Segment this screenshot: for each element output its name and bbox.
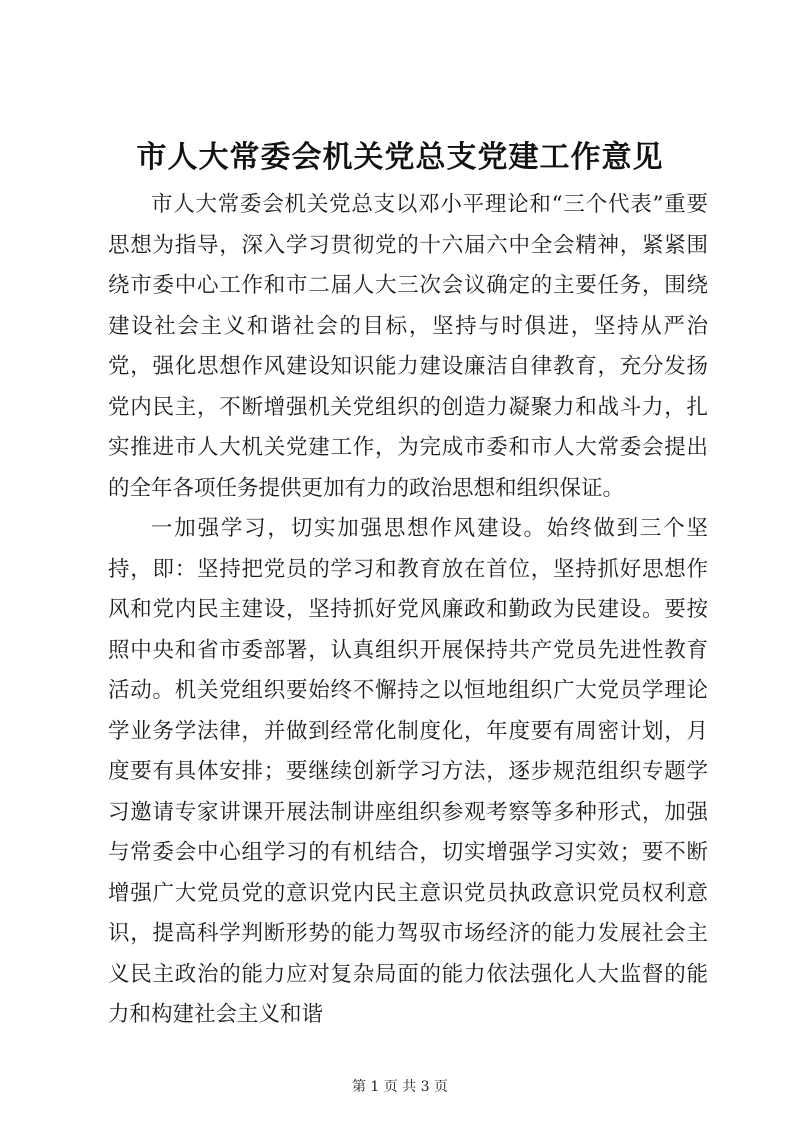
document-body [108,185,708,1036]
page-number-footer: 第 1 页 共 3 页 [351,1079,449,1095]
document-title: 市人大常委会机关党总支党建工作意见 [136,140,664,175]
paragraph-intro: 市人大常委会机关党总支以邓小平理论和“三个代表”重要思想为指导，深入学习贯彻党的十六届六中全会精神，紧紧围绕市委中心工作和市二届人大三次会议确定的主要任务，围绕建设社会主义和谐社会的目标，坚持与时俱进，坚持从严治党，强化思想作风建设知识能力建设廉洁自律教育，充分发扬党内民主，不断增强机关党组织的创造力凝聚力和战斗力，扎实推进市人大机关党建工作，为完成市委和市人大常委会提出的全年各项任务提供更加有力的政治思想和组织保证。 [108,192,708,501]
paragraph-section-one: 一加强学习，切实加强思想作风建设。始终做到三个坚持，即：坚持把党员的学习和教育放在首位，坚持抓好思想作风和党内民主建设，坚持抓好党风廉政和勤政为民建设。要按照中央和省市委部署，认真组织开展保持共产党员先进性教育活动。机关党组织要始终不懈持之以恒地组织广大党员学理论学业务学法律，并做到经常化制度化，年度要有周密计划，月度要有具体安排；要继续创新学习方法，逐步规范组织专题学习邀请专家讲课开展法制讲座组织参观考察等多种形式，加强与常委会中心组学习的有机结合，切实增强学习实效；要不断增强广大党员党的意识党内民主意识党员执政意识党员权利意识，提高科学判断形势的能力驾驭市场经济的能力发展社会主义民主政治的能力应对复杂局面的能力依法强化人大监督的能力和构建社会主义和谐 [108,516,708,1027]
